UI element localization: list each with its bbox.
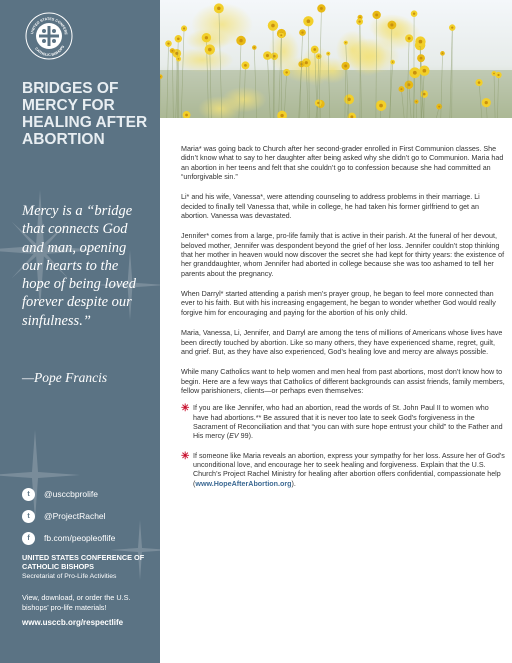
usccb-logo-icon xyxy=(25,12,73,60)
flower-center xyxy=(208,48,212,52)
flower-center xyxy=(485,101,488,104)
twitter-icon: t xyxy=(22,510,35,523)
svg-text:UNITED STATES CONFERENCE: UNITED STATES CONFERE xyxy=(30,16,68,36)
flower-center xyxy=(217,7,220,10)
materials-cta: View, download, or order the U.S. bishops’ pro-life materials! xyxy=(22,593,131,612)
social-handle: @usccbprolife xyxy=(44,489,98,499)
asterisk-bullet-icon: ✳ xyxy=(181,403,190,415)
flower-center xyxy=(451,27,453,29)
twitter-icon: t xyxy=(22,488,35,501)
flower-center xyxy=(171,50,173,52)
flower-center xyxy=(239,39,242,42)
tip-text: If you are like Jennifer, who had an abortion, read the words of St. John Paul II to women who have had abortions.** Be assured that it is never too late to seek God’s forgiveness in the Sacrament of Reconciliation and that “you can with sure hope entrust your child” to the Father and His mercy ( xyxy=(193,404,503,441)
social-handle: fb.com/peopleoflife xyxy=(44,533,116,543)
tip-text: ). xyxy=(291,479,296,488)
asterisk-bullet-icon: ✳ xyxy=(181,450,190,462)
flower-center xyxy=(419,40,423,44)
quote-attribution: —Pope Francis xyxy=(22,370,108,385)
flower-center xyxy=(313,48,316,51)
page-title: BRIDGES OF MERCY FOR HEALING AFTER ABORTION xyxy=(22,80,148,148)
flower-center xyxy=(413,13,415,15)
article-body xyxy=(181,145,505,502)
social-link-projectrachel[interactable] xyxy=(22,508,115,524)
flower-center xyxy=(307,19,311,23)
tip-jennifer xyxy=(193,404,505,441)
paragraph-darryl: When Darryl* started attending a parish men’s prayer group, he began to feel more connected than ever to his faith. But with his increasing engagement, he began to wonder whether God would really forgive him for encouraging and paying for the abortion of his only child. xyxy=(181,290,496,317)
svg-text:CATHOLIC BISHOPS: CATHOLIC BISHOPS xyxy=(34,44,66,58)
flower-center xyxy=(442,53,444,55)
flower-center xyxy=(345,42,346,43)
flower-center xyxy=(318,55,320,57)
social-handle: @ProjectRachel xyxy=(44,511,106,521)
organization-name: UNITED STATES CONFERENCE OF CATHOLIC BISHOPS xyxy=(22,553,145,571)
flower-center xyxy=(177,37,180,40)
social-link-usccbprolife[interactable] xyxy=(22,486,115,502)
flower-center xyxy=(392,61,394,63)
paragraph-jennifer: Jennifer* comes from a large, pro-life family that is active in their parish. At the funeral of her devout, beloved mother, Jennifer was despondent beyond the grief of her loss. Jennifer couldn’t stop thinking that her mother in heaven would now discover the secret she had kept for thirty years: the existence of her granddaughter, whom Jennifer had aborted in college because she was too ashamed to tell her parents about the pregnancy. xyxy=(181,232,505,278)
flower-center xyxy=(271,24,275,28)
wildflower-field-photo xyxy=(160,0,512,118)
paragraph-intro-tips: While many Catholics want to help women and men heal from past abortions, most don’t know how to begin. Here are a few ways that Catholics of different backgrounds can assist friends, family members, fellow parishioners, clients—or perhaps even themselves: xyxy=(181,368,505,395)
flower-center xyxy=(178,58,180,60)
tip-text: 99). xyxy=(238,432,253,441)
flower-center xyxy=(400,88,402,90)
flower-center xyxy=(423,69,427,73)
flower-center xyxy=(205,36,208,39)
list-item xyxy=(181,452,505,489)
pope-quote: Mercy is a “bridge that connects God and man, opening our hearts to the hope of being loved forever despite our sinfulness.” xyxy=(22,203,136,329)
flower-center xyxy=(420,57,423,60)
citation: EV xyxy=(229,432,239,441)
flower-center xyxy=(344,65,347,68)
starburst-decoration-icon xyxy=(110,520,160,580)
flower-center xyxy=(183,27,185,29)
flower-center xyxy=(493,73,495,75)
hope-after-abortion-link[interactable]: www.HopeAfterAbortion.org xyxy=(195,479,292,488)
flower-center xyxy=(285,71,287,73)
flower-center xyxy=(413,71,417,75)
flower-center xyxy=(280,114,283,117)
flower-center xyxy=(266,54,269,57)
facebook-icon: f xyxy=(22,532,35,545)
social-links xyxy=(22,486,115,552)
paragraph-li-vanessa: Li* and his wife, Vanessa*, were attending counseling to address problems in their marriage. Li decided to finally tell Vanessa that, while in college, he had taken his former girlfriend to get an abortion. Vanessa was devastated. xyxy=(181,193,480,221)
flower-center xyxy=(320,7,323,10)
flower-center xyxy=(390,23,393,26)
flower-center xyxy=(408,37,411,40)
flower-center xyxy=(359,16,361,18)
sidebar xyxy=(0,0,160,663)
list-item xyxy=(181,404,505,441)
flower-center xyxy=(244,64,247,67)
organization-department: Secretariat of Pro-Life Activities xyxy=(22,573,117,580)
tip-maria xyxy=(193,452,505,489)
paragraph-maria: Maria* was going back to Church after her second-grader enrolled in First Communion classes. She didn’t know what to say to her daughter after being asked why she didn’t go to Communion. Maria had an abortion in her teens and felt that she couldn’t go to confession because she had committed an “unforgivable sin.” xyxy=(181,145,504,182)
flower-center xyxy=(423,93,426,96)
flower-center xyxy=(478,81,481,84)
flower-center xyxy=(416,101,417,102)
flower-center xyxy=(280,34,282,36)
paragraph-summary: Maria, Vanessa, Li, Jennifer, and Darryl are among the tens of millions of Americans whose lives have been directly touched by abortion. Like so many others, they have experienced shame, regret, guilt, and grief. But, as they have also experienced, God’s healing love and mercy are always possible. xyxy=(181,329,503,356)
flower-center xyxy=(301,31,303,33)
social-link-facebook[interactable] xyxy=(22,530,115,546)
flower-center xyxy=(358,20,360,22)
flower-center xyxy=(497,74,499,76)
flower-center xyxy=(379,104,383,108)
flower-center xyxy=(375,13,378,16)
flower-center xyxy=(438,106,440,108)
website-link[interactable]: www.usccb.org/respectlife xyxy=(22,618,124,627)
flower-center xyxy=(185,114,188,117)
flower-center xyxy=(167,42,169,44)
flower-center xyxy=(254,47,256,49)
flower-center xyxy=(328,53,329,54)
tip-text: If someone like Maria reveals an abortion, express your sympathy for her loss. Assure her of God’s unconditional love, and encourage her to seek healing and forgiveness. Explain that the U.S. Church’s Project Rachel Ministry for healing after abortion offers confidential, compassionate help ( xyxy=(193,451,505,488)
flower-center xyxy=(305,61,308,64)
